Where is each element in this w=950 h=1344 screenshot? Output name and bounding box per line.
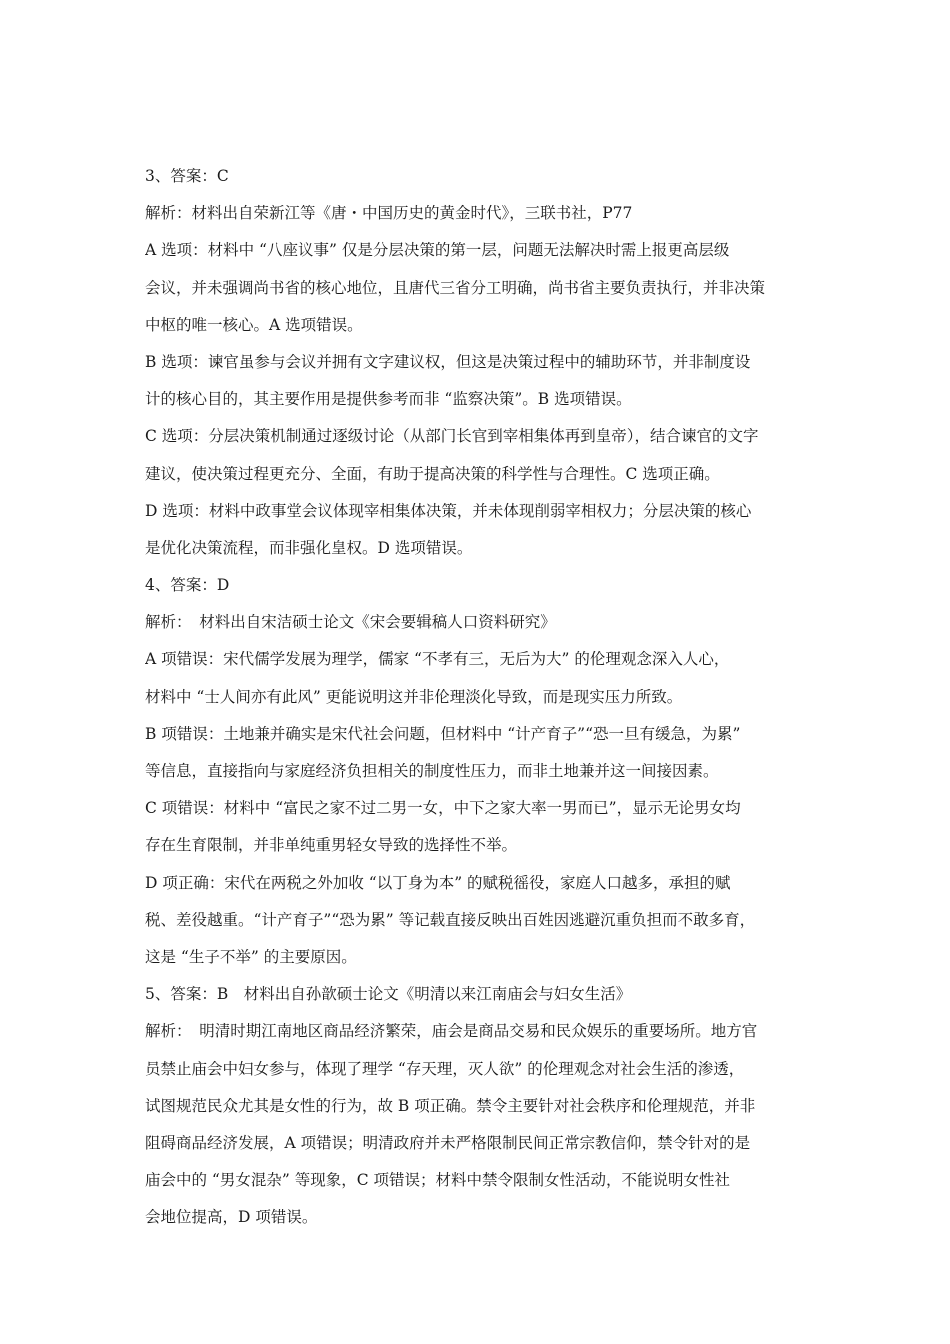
- answer-5-analysis-line-2: 员禁止庙会中妇女参与，体现了理学 “存天理，灭人欲” 的伦理观念对社会生活的渗透，: [145, 1059, 745, 1078]
- answer-4-option-a-line-2: 材料中 “士人间亦有此风” 更能说明这并非伦理淡化导致，而是现实压力所致。: [145, 687, 683, 706]
- answer-4-option-c-line-2: 存在生育限制，并非单纯重男轻女导致的选择性不举。: [145, 836, 518, 855]
- answer-3-option-d-line-2: 是优化决策流程，而非强化皇权。D 选项错误。: [145, 538, 473, 557]
- answer-4-option-b-line-1: B 项错误：土地兼并确实是宋代社会问题，但材料中 “计产育子”“恐一旦有缓急，为累”: [145, 724, 741, 743]
- answer-5-analysis-line-3: 试图规范民众尤其是女性的行为，故 B 项正确。禁令主要针对社会秩序和伦理规范，并非: [145, 1096, 756, 1115]
- answer-3-option-a-line-3: 中枢的唯一核心。A 选项错误。: [145, 315, 363, 334]
- answer-4-option-d-line-3: 这是 “生子不举” 的主要原因。: [145, 947, 357, 966]
- answer-5-analysis-line-6: 会地位提高，D 项错误。: [145, 1208, 318, 1227]
- answer-3-option-a-line-1: A 选项：材料中 “八座议事” 仅是分层决策的第一层，问题无法解决时需上报更高层级: [145, 241, 730, 260]
- answer-5-analysis-line-1: 解析： 明清时期江南地区商品经济繁荣，庙会是商品交易和民众娱乐的重要场所。地方官: [145, 1022, 758, 1041]
- answer-3-option-c-line-1: C 选项：分层决策机制通过逐级讨论（从部门长官到宰相集体再到皇帝），结合谏官的文字: [145, 427, 759, 446]
- answer-3-source: 解析：材料出自荣新江等《唐・中国历史的黄金时代》，三联书社，P77: [145, 204, 633, 223]
- answer-5-analysis-line-5: 庙会中的 “男女混杂” 等现象，C 项错误；材料中禁令限制女性活动，不能说明女性社: [145, 1171, 730, 1190]
- answer-4-source: 解析： 材料出自宋洁硕士论文《宋会要辑稿人口资料研究》: [145, 613, 556, 632]
- answer-5-heading: 5、答案：B 材料出自孙歆硕士论文《明清以来江南庙会与妇女生活》: [145, 985, 632, 1004]
- answer-3-option-c-line-2: 建议，使决策过程更充分、全面，有助于提高决策的科学性与合理性。C 选项正确。: [145, 464, 720, 483]
- answer-4-option-c-line-1: C 项错误：材料中 “富民之家不过二男一女，中下之家大率一男而已”，显示无论男女均: [145, 799, 741, 818]
- answer-4-heading: 4、答案：D: [145, 576, 230, 595]
- answer-4-option-d-line-1: D 项正确：宋代在两税之外加收 “以丁身为本” 的赋税徭役，家庭人口越多，承担的赋: [145, 873, 731, 892]
- answer-4-option-a-line-1: A 项错误：宋代儒学发展为理学，儒家 “不孝有三，无后为大” 的伦理观念深入人心，: [145, 650, 730, 669]
- answer-3-option-a-line-2: 会议，并未强调尚书省的核心地位，且唐代三省分工明确，尚书省主要负责执行，并非决策: [145, 278, 766, 297]
- answer-3-option-b-line-1: B 选项：谏官虽参与会议并拥有文字建议权，但这是决策过程中的辅助环节，并非制度设: [145, 352, 751, 371]
- answer-4-option-b-line-2: 等信息，直接指向与家庭经济负担相关的制度性压力，而非土地兼并这一间接因素。: [145, 762, 719, 780]
- answer-3-option-d-line-1: D 选项：材料中政事堂会议体现宰相集体决策，并未体现削弱宰相权力；分层决策的核心: [145, 501, 752, 520]
- answer-5-analysis-line-4: 阻碍商品经济发展，A 项错误；明清政府并未严格限制民间正常宗教信仰，禁令针对的是: [145, 1133, 751, 1152]
- answer-3-heading: 3、答案：C: [145, 167, 229, 185]
- answer-3-option-b-line-2: 计的核心目的，其主要作用是提供参考而非 “监察决策”。B 选项错误。: [145, 390, 632, 409]
- document-page: [145, 158, 810, 1236]
- answer-4-option-d-line-2: 税、差役越重。“计产育子”“恐为累” 等记载直接反映出百姓因逃避沉重负担而不敢多育，: [145, 910, 756, 929]
